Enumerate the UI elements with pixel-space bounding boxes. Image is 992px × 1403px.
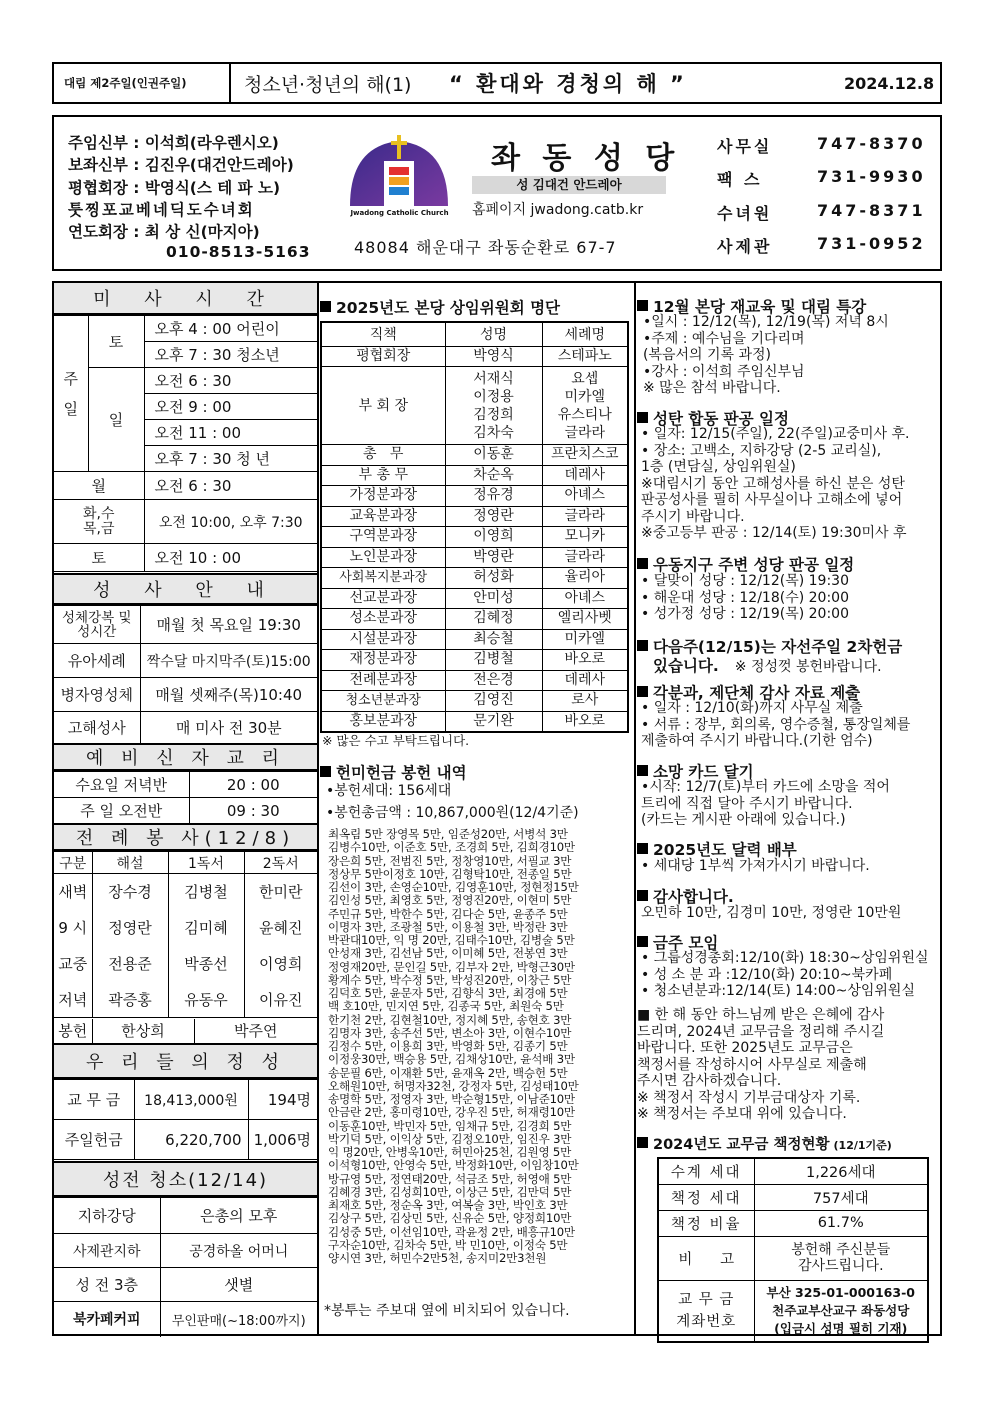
mass-time: 오후 4 : 00 어린이 <box>144 316 317 342</box>
audit-line: 제출하여 주시기 바랍니다.(기한 엄수) <box>641 733 873 749</box>
rectory-phone: 사제관 731-0952 <box>717 234 926 256</box>
service-header: 해설 <box>92 852 168 874</box>
bullet-square-icon <box>320 766 331 777</box>
offering-donor-line: 김명자 3만, 송주선 5만, 변소아 3만, 이현수10만 <box>328 1025 572 1040</box>
offering-donor-line: 송명학 5만, 정영자 3만, 박순형15만, 이남준10만 <box>328 1092 575 1106</box>
offering-donor-line: 안금란 2만, 홍미령10만, 강우진 5만, 허재령10만 <box>328 1105 575 1120</box>
service-person: 김병철 <box>168 874 244 910</box>
service-person: 이유진 <box>244 982 317 1018</box>
logo-caption: Jwadong Catholic Church <box>350 209 449 217</box>
mass-time: 오전 10 : 00 <box>144 544 317 572</box>
meeting-details <box>641 950 929 1000</box>
committee-row <box>321 650 628 671</box>
tithe-line: 드리며, 2024년 교무금을 정리해 주시길 <box>637 1023 885 1040</box>
sisters: 툿찡포교베네딕도수녀회 <box>68 201 255 219</box>
committee-row <box>321 629 628 650</box>
committee-row <box>321 346 628 367</box>
committee-row <box>321 547 628 568</box>
mass-time: 오전 9 : 00 <box>144 394 317 420</box>
sat2-label: 토 <box>54 544 144 572</box>
offering-note: *봉투는 주보대 옆에 비치되어 있습니다. <box>324 1303 570 1319</box>
class-time: 20 : 00 <box>189 772 317 798</box>
committee-role: 가정분과장 <box>321 486 445 507</box>
tithe-line: ※ 책정서 작성시 기부금대상자 기록. <box>637 1089 861 1106</box>
offering-service-table <box>54 1019 317 1044</box>
offering-donor-line: 김혜경 3만, 김성희10만, 이상근 5만, 김만덕 5만 <box>328 1184 572 1199</box>
bullet-square-icon <box>637 890 648 901</box>
committee-role: 평협회장 <box>321 346 445 367</box>
fax-number: 팩 스 731-9930 <box>717 167 926 189</box>
mass-time: 오전 6 : 30 <box>144 368 317 394</box>
mass-time: 오전 6 : 30 <box>144 472 317 500</box>
committee-role: 재정분과장 <box>321 650 445 671</box>
offering-donor-line: 장은희 5만, 전범진 5만, 정창영10만, 서필교 3만 <box>328 853 572 868</box>
committee-member: 최승철 <box>445 629 542 650</box>
tithe-notice <box>637 1007 884 1123</box>
offering-donor-line: 김덕호 5만, 윤문자 5만, 김향식 3만, 최경애 5만 <box>328 986 568 1000</box>
committee-note: ※ 많은 수고 부탁드립니다. <box>322 733 470 748</box>
homepage: 홈페이지 jwadong.catb.kr <box>472 202 644 218</box>
mass-time: 오전 10:00, 오후 7:30 <box>144 500 317 544</box>
offering-donor-line: 황계수 5만, 박수정 5만, 박성진20만, 이창근 5만 <box>328 972 572 987</box>
mass-time: 오전 11 : 00 <box>144 420 317 446</box>
church-name: 좌 동 성 당 <box>491 141 681 176</box>
committee-member: 차순옥 <box>445 465 542 486</box>
committee-baptismal-name: 프란치스코 <box>542 445 628 466</box>
offering-donor-line: 정영재20만, 문인길 5만, 김부자 2만, 박형근30만 <box>328 959 575 974</box>
calendar-line: • 세대당 1부씩 가져가시기 바랍니다. <box>641 858 870 874</box>
committee-role: 부 총 무 <box>321 465 445 486</box>
devotion-label: 주일헌금 <box>54 1120 134 1160</box>
committee-row <box>321 506 628 527</box>
offering-donor-line: 이동훈10만, 박민자 5만, 임채규 5만, 김경희 5만 <box>328 1118 572 1133</box>
account-label: 교 무 금 계좌번호 <box>658 1280 754 1342</box>
catechumen-title: 예 비 신 자 교 리 <box>54 743 317 771</box>
sacrament-table <box>54 605 317 744</box>
committee-header: 성명 <box>445 322 542 346</box>
office-phone: 사무실 747-8370 <box>717 134 926 156</box>
bulletin-body <box>52 281 942 1336</box>
hope-line: 트리에 직접 달아 주시기 바랍니다. <box>641 795 853 812</box>
offering-person: 박주연 <box>194 1019 317 1043</box>
committee-member: 박영란 <box>445 547 542 568</box>
status-value: 봉헌해 주신분들 감사드립니다. <box>754 1236 928 1280</box>
meeting-heading: 금주 모임 <box>637 931 718 953</box>
devotion-amount: 18,413,000원 <box>134 1080 248 1120</box>
column-divider <box>634 283 636 1334</box>
committee-baptismal-name: 바오로 <box>542 711 628 732</box>
committee-role: 시설분과장 <box>321 629 445 650</box>
offering-donor-line: 양시연 3만, 허민수2만5천, 송지미2만3천원 <box>328 1251 547 1265</box>
offering-heading: 헌미헌금 봉헌 내역 <box>320 761 467 783</box>
committee-member: 정영란 <box>445 506 542 527</box>
sacrament-value: 매 미사 전 30분 <box>140 712 317 744</box>
hope-line: (카드는 게시판 아래에 있습니다.) <box>641 812 846 828</box>
divider <box>229 64 231 102</box>
meeting-line: • 청소년분과:12/14(토) 14:00~상임위원실 <box>641 983 915 999</box>
class-label: 주 일 오전반 <box>54 798 189 824</box>
sacrament-label: 고해성사 <box>54 712 140 744</box>
committee-baptismal-name: 엘리사벳 <box>542 609 628 630</box>
committee-row <box>321 465 628 486</box>
committee-role: 청소년분과장 <box>321 691 445 712</box>
devotion-title: 우 리 들 의 정 성 <box>54 1043 317 1079</box>
education-line: (복음서의 기록 과정) <box>643 347 772 363</box>
committee-row <box>321 486 628 507</box>
committee-row <box>321 691 628 712</box>
sacrament-title: 성 사 안 내 <box>54 573 317 605</box>
committee-baptismal-name: 글라라 <box>542 506 628 527</box>
offering-donor-line: 김성중 5만, 이선임10만, 곽윤정 2만, 배흥규10만 <box>328 1224 575 1239</box>
committee-member: 서재식 이정용 김정희 김차숙 <box>445 367 542 445</box>
committee-member: 김영진 <box>445 691 542 712</box>
confession-heading: 성탄 합동 판공 일정 <box>637 407 789 429</box>
service-header: 1독서 <box>168 852 244 874</box>
committee-role: 부 회 장 <box>321 367 445 445</box>
service-title: 전 례 봉 사(12/8) <box>54 823 317 851</box>
tithe-line: 책정서를 작성하시어 사무실로 제출해 <box>637 1056 867 1073</box>
church-info <box>52 115 942 271</box>
service-person: 전용준 <box>92 946 168 982</box>
sun-label: 일 <box>88 368 144 472</box>
bulletin-header <box>52 62 942 104</box>
status-value: 757세대 <box>754 1184 928 1210</box>
bullet-square-icon <box>637 640 648 651</box>
service-person: 유동우 <box>168 982 244 1018</box>
audit-details <box>641 700 910 750</box>
committee-baptismal-name: 모니카 <box>542 527 628 548</box>
calendar-heading: 2025년도 달력 배부 <box>637 838 797 860</box>
devotion-count: 1,006명 <box>248 1120 317 1160</box>
funeral-phone: 010-8513-5163 <box>166 243 311 261</box>
offering-households: •봉헌세대: 156세대 <box>326 783 452 799</box>
sat-label: 토 <box>88 316 144 368</box>
offering-total: •봉헌총금액 : 10,867,000원(12/4기준) <box>326 805 579 821</box>
committee-row <box>321 609 628 630</box>
bullet-square-icon <box>637 412 648 423</box>
committee-row <box>321 711 628 732</box>
sunday-side-label: 주일 <box>54 316 88 472</box>
pastor: 주임신부 : 이석희(라우렌시오) <box>68 134 279 152</box>
service-person: 장수경 <box>92 874 168 910</box>
service-slot: 새벽 <box>54 874 92 910</box>
committee-baptismal-name: 미카엘 <box>542 629 628 650</box>
cleaning-place: 지하강당 <box>54 1198 160 1234</box>
offering-donor-list <box>328 828 628 1265</box>
thanks-heading: 감사합니다. <box>637 885 734 907</box>
committee-role: 노인분과장 <box>321 547 445 568</box>
audit-line: • 일자 : 12/10(화)까지 사무실 제출 <box>641 700 863 716</box>
meeting-line: • 그룹성경총회:12/10(화) 18:30~상임위원실 <box>641 950 929 966</box>
committee-header: 세례명 <box>542 322 628 346</box>
offering-donor-line: 김인성 5만, 최영호 5만, 정영진20만, 이현미 5만 <box>328 893 572 908</box>
confession-line: • 일자: 12/15(주일), 22(주일)교중미사 후. <box>641 426 910 442</box>
mass-schedule-title: 미 사 시 간 <box>54 283 317 315</box>
cleaning-place: 성 전 3층 <box>54 1268 160 1302</box>
audit-heading: 각분과, 제단체 감사 자료 제출 <box>637 681 860 703</box>
hope-card-heading: 소망 카드 달기 <box>637 760 754 782</box>
thanks-line: 오민하 10만, 김경미 10만, 정영란 10만원 <box>641 905 902 921</box>
patron-saint: 성 김대건 안드레아 <box>472 176 666 194</box>
sacrament-label: 성체강복 및 성시간 <box>54 606 140 644</box>
account-value: 부산 325-01-000163-0 천주교부산교구 좌동성당 (입금시 성명 필히 기재) <box>754 1280 928 1342</box>
committee-member: 문기완 <box>445 711 542 732</box>
mass-time: 오후 7 : 30 청소년 <box>144 342 317 368</box>
offering-donor-line: 김상구 5만, 김상민 5만, 신유순 5만, 양정희10만 <box>328 1211 572 1226</box>
confession-line: • 장소: 고백소, 지하강당 (2-5 교리실), <box>641 442 882 459</box>
bullet-square-icon <box>637 936 648 947</box>
committee-baptismal-name: 율리아 <box>542 568 628 589</box>
committee-header: 직책 <box>321 322 445 346</box>
confession-line: 판공성사를 필히 사무실이나 고해소에 넣어 <box>641 492 903 508</box>
committee-row <box>321 670 628 691</box>
committee-role: 구역분과장 <box>321 527 445 548</box>
service-person: 윤혜진 <box>244 910 317 946</box>
district-line: • 달맞이 성당 : 12/12(목) 19:30 <box>641 573 849 589</box>
committee-baptismal-name: 데레사 <box>542 465 628 486</box>
service-header: 2독서 <box>244 852 317 874</box>
service-person: 정영란 <box>92 910 168 946</box>
committee-role: 전례분과장 <box>321 670 445 691</box>
audit-line: • 서류 : 장부, 회의록, 영수증철, 통장일체를 <box>641 716 911 733</box>
devotion-amount: 6,220,700 <box>134 1120 248 1160</box>
status-label: 책정 세대 <box>658 1184 754 1210</box>
offering-person: 한상희 <box>92 1019 194 1043</box>
bullet-square-icon <box>637 686 648 697</box>
offering-donor-line: 송문필 6만, 이재환 5만, 윤재옥 2만, 백승헌 5만 <box>328 1065 568 1080</box>
second-collection-heading: 다음주(12/15)는 자선주일 2차헌금 <box>637 635 902 657</box>
offering-donor-line: 익 명20만, 안병욱10만, 허민아25천, 김원영 5만 <box>328 1145 572 1159</box>
committee-member: 이동훈 <box>445 445 542 466</box>
tithe-line: ※ 책정서는 주보대 위에 있습니다. <box>637 1106 847 1122</box>
district-heading: 우동지구 주변 성당 판공 일정 <box>637 553 854 575</box>
tithe-status-heading: 2024년도 교무금 책정현황 (12/1기준) <box>637 1133 892 1154</box>
district-details <box>641 573 849 623</box>
committee-member: 김병철 <box>445 650 542 671</box>
committee-member: 정유경 <box>445 486 542 507</box>
committee-row <box>321 367 628 445</box>
church-logo-icon <box>342 131 457 221</box>
tithe-status-table <box>657 1157 929 1343</box>
service-person: 한미란 <box>244 874 317 910</box>
committee-baptismal-name: 글라라 <box>542 547 628 568</box>
offering-donor-line: 김정수 5만, 이용희 3만, 박영화 5만, 김종기 5만 <box>328 1039 568 1053</box>
tithe-line: 주시면 감사하겠습니다. <box>637 1073 782 1089</box>
offering-donor-line: 김병수10만, 이준호 5만, 조경희 5만, 김희경10만 <box>328 840 575 855</box>
mass-schedule-table <box>54 315 317 572</box>
committee-role: 선교분과장 <box>321 588 445 609</box>
cleaning-table <box>54 1197 317 1337</box>
education-line: •주제 : 예수님을 기다리며 <box>643 330 805 347</box>
cleaning-team: 샛별 <box>160 1268 317 1302</box>
committee-baptismal-name: 요셉 미카엘 유스티나 글라라 <box>542 367 628 445</box>
bullet-square-icon <box>637 300 648 311</box>
tithe-line: ■ 한 해 동안 하느님께 받은 은혜에 감사 <box>637 1007 885 1023</box>
offering-donor-line: 김선이 3만, 손영순10만, 김영훈10만, 정현정15만 <box>328 880 579 894</box>
committee-table <box>320 321 629 733</box>
bullet-square-icon <box>320 301 331 312</box>
district-line: • 성가정 성당 : 12/19(목) 20:00 <box>641 606 849 622</box>
theme-title: “ 환대와 경청의 해 ” <box>449 72 687 96</box>
committee-role: 교육분과장 <box>321 506 445 527</box>
committee-baptismal-name: 아녜스 <box>542 588 628 609</box>
address: 48084 해운대구 좌동순환로 67-7 <box>354 238 617 257</box>
education-line: •강사 : 이석희 주임신부님 <box>643 363 805 380</box>
service-person: 김미혜 <box>168 910 244 946</box>
committee-member: 허성화 <box>445 568 542 589</box>
offering-donor-line: 박기덕 5만, 이익상 5만, 김정오10만, 임진우 3만 <box>328 1131 572 1146</box>
offering-donor-line: 구자순10만, 김차숙 5만, 박 민10만, 이정숙 5만 <box>328 1237 568 1252</box>
church-logo <box>342 131 457 221</box>
committee-role: 홍보분과장 <box>321 711 445 732</box>
service-table <box>54 851 317 1018</box>
service-person: 박종선 <box>168 946 244 982</box>
class-time: 09 : 30 <box>189 798 317 824</box>
offering-label: 봉헌 <box>54 1019 92 1043</box>
committee-role: 성소분과장 <box>321 609 445 630</box>
committee-member: 전은경 <box>445 670 542 691</box>
education-line: •일시 : 12/12(목), 12/19(목) 저녁 8시 <box>643 314 889 330</box>
service-slot: 9 시 <box>54 910 92 946</box>
service-person: 곽증홍 <box>92 982 168 1018</box>
committee-baptismal-name: 데레사 <box>542 670 628 691</box>
convent-phone: 수녀원 747-8371 <box>717 201 926 223</box>
offering-donor-line: 이정웅30만, 백승용 5만, 김채상10만, 윤석배 3만 <box>328 1052 575 1067</box>
cleaning-team: 은총의 모후 <box>160 1198 317 1234</box>
sacrament-value: 매월 셋째주(목)10:40 <box>140 678 317 712</box>
funeral-president: 연도회장 : 최 상 신(마지아) <box>68 223 260 241</box>
committee-baptismal-name: 스테파노 <box>542 346 628 367</box>
confession-line: 주시기 바랍니다. <box>641 508 745 525</box>
committee-row <box>321 568 628 589</box>
offering-donor-line: 최재호 5만, 정순옥 3만, 여복술 3만, 박인호 3만 <box>328 1198 568 1212</box>
class-label: 수요일 저녁반 <box>54 772 189 798</box>
bulletin-date: 2024.12.8 <box>844 73 935 93</box>
education-heading: 12월 본당 재교육 및 대림 특강 <box>637 295 866 317</box>
offering-donor-line: 주민규 5만, 박한수 5만, 김다순 5만, 윤종주 5만 <box>328 906 568 921</box>
thanks-details <box>641 905 901 922</box>
offering-donor-line: 최옥림 5만 장영목 5만, 임준성20만, 서병석 3만 <box>328 827 568 841</box>
cleaning-place: 사제관지하 <box>54 1234 160 1268</box>
bullet-square-icon <box>637 558 648 569</box>
devotion-count: 194명 <box>248 1080 317 1120</box>
cleaning-team: 무인판매(~18:00까지) <box>160 1302 317 1337</box>
hope-line: •시작: 12/7(토)부터 카드에 소망을 적어 <box>641 779 890 795</box>
column-divider <box>317 283 319 1334</box>
bullet-square-icon <box>637 1137 648 1148</box>
devotion-label: 교 무 금 <box>54 1080 134 1120</box>
offering-donor-line: 오해원10만, 허명자32천, 강정자 5만, 김성태10만 <box>328 1078 579 1093</box>
year-theme: 청소년·청년의 해(1) <box>244 73 412 96</box>
confession-line: ※중고등부 판공 : 12/14(토) 19:30미사 후 <box>641 525 907 541</box>
offering-donor-line: 한기천 2만, 김현철10만, 정지혜 5만, 송현호 3만 <box>328 1012 572 1027</box>
offering-donor-line: 방규영 5만, 정연태20만, 석금조 5만, 허영애 5만 <box>328 1171 572 1186</box>
committee-baptismal-name: 바오로 <box>542 650 628 671</box>
confession-details <box>641 426 909 542</box>
service-slot: 교중 <box>54 946 92 982</box>
confession-line: ※대림시기 동안 고해성사를 하신 분은 성탄 <box>641 475 905 492</box>
weekday-label: 화,수 목,금 <box>54 500 144 544</box>
offering-donor-line: 이명자 3만, 조광철 5만, 이용철 3만, 박정란 3만 <box>328 919 568 934</box>
devotion-table <box>54 1079 317 1160</box>
committee-baptismal-name: 아녜스 <box>542 486 628 507</box>
council-president: 평협회장 : 박영식(스 테 파 노) <box>68 179 281 197</box>
cleaning-place: 북카페커피 <box>54 1302 160 1337</box>
service-slot: 저녁 <box>54 982 92 1018</box>
committee-member: 안미성 <box>445 588 542 609</box>
status-label: 수계 세대 <box>658 1158 754 1184</box>
committee-role: 사회복지분과장 <box>321 568 445 589</box>
committee-role: 총 무 <box>321 445 445 466</box>
cleaning-team: 공경하올 어머니 <box>160 1234 317 1268</box>
offering-donor-line: 박관대10만, 익 명 20만, 김태수10만, 김병술 5만 <box>328 933 575 947</box>
status-value: 61.7% <box>754 1210 928 1236</box>
sacrament-label: 유아세례 <box>54 644 140 678</box>
bullet-square-icon <box>637 765 648 776</box>
committee-row <box>321 527 628 548</box>
second-collection-line: 있습니다. ※ 정성껏 봉헌바랍니다. <box>653 657 882 675</box>
liturgical-week: 대림 제2주일(인권주일) <box>64 76 187 90</box>
offering-donor-line: 백 호10만, 민지연 5만, 김종국 5만, 최원숙 5만 <box>328 999 564 1014</box>
committee-baptismal-name: 로사 <box>542 691 628 712</box>
cleaning-title: 성전 청소(12/14) <box>54 1161 317 1197</box>
status-label: 비 고 <box>658 1236 754 1280</box>
committee-member: 김혜정 <box>445 609 542 630</box>
catechumen-table <box>54 771 317 824</box>
committee-member: 박영식 <box>445 346 542 367</box>
tithe-line: 바랍니다. 또한 2025년도 교무금은 <box>637 1040 853 1056</box>
hope-card-details <box>641 779 890 829</box>
offering-donor-line: 이석형10만, 안영숙 5만, 박정화10만, 이임창10만 <box>328 1158 579 1173</box>
committee-heading: 2025년도 본당 상임위원회 명단 <box>320 296 560 318</box>
confession-line: 1층 (면담실, 상임위원실) <box>641 459 796 475</box>
sacrament-value: 매월 첫 목요일 19:30 <box>140 606 317 644</box>
service-header: 구분 <box>54 852 92 874</box>
bullet-square-icon <box>637 843 648 854</box>
meeting-line: • 성 소 분 과 :12/10(화) 20:10~북카페 <box>641 966 893 983</box>
committee-row <box>321 588 628 609</box>
assistant-priest: 보좌신부 : 김진우(대건안드레아) <box>68 156 294 174</box>
committee-member: 이영희 <box>445 527 542 548</box>
sacrament-label: 병자영성체 <box>54 678 140 712</box>
district-line: • 해운대 성당 : 12/18(수) 20:00 <box>641 589 849 606</box>
education-line: ※ 많은 참석 바랍니다. <box>643 380 781 396</box>
education-details <box>643 314 889 397</box>
offering-donor-line: 정상무 5만이정호 10만, 김형탁10만, 전종일 5만 <box>328 866 572 881</box>
offering-donor-line: 안성재 3만, 김선남 5만, 이미혜 5만, 전봉연 3만 <box>328 946 568 961</box>
status-value: 1,226세대 <box>754 1158 928 1184</box>
service-person: 이영희 <box>244 946 317 982</box>
status-label: 책정 비율 <box>658 1210 754 1236</box>
mon-label: 월 <box>54 472 144 500</box>
calendar-details <box>641 858 870 875</box>
mass-time: 오후 7 : 30 청 년 <box>144 446 317 472</box>
sacrament-value: 짝수달 마지막주(토)15:00 <box>140 644 317 678</box>
committee-row <box>321 445 628 466</box>
